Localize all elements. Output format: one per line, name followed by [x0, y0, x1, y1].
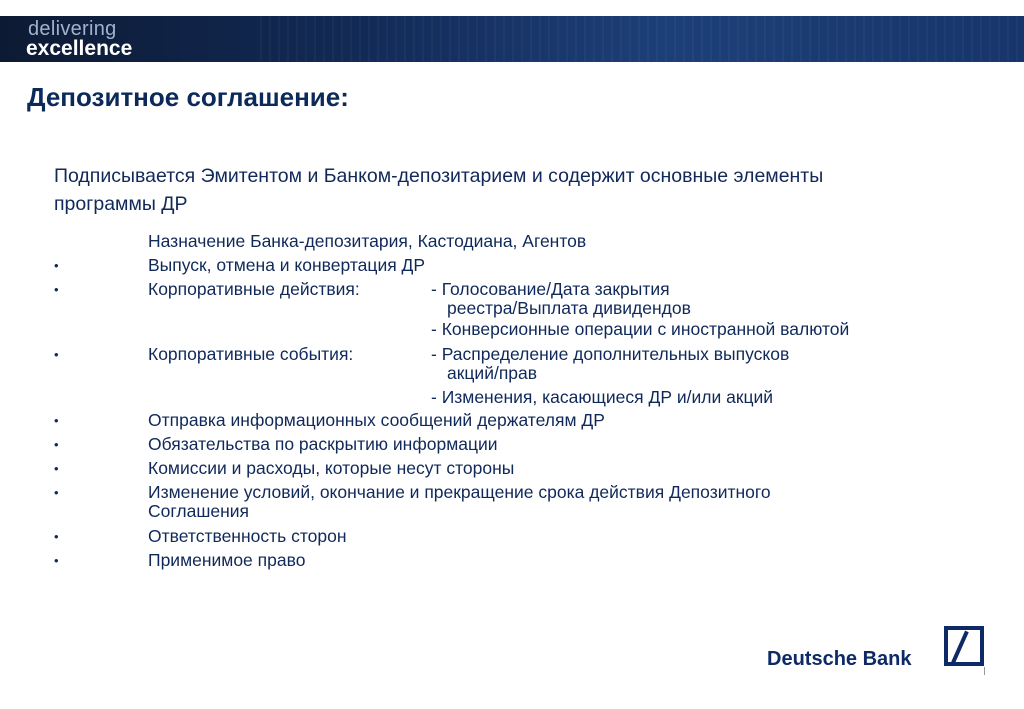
list-item-messages: Отправка информационных сообщений держателям ДР	[148, 410, 605, 430]
bullet-icon: •	[54, 437, 59, 452]
corp-actions-sub1-cont: реестра/Выплата дивидендов	[447, 298, 691, 318]
page-title: Депозитное соглашение:	[27, 82, 349, 112]
corp-events-sub2: - Изменения, касающиеся ДР и/или акций	[431, 387, 774, 407]
bullet-icon: •	[54, 485, 59, 500]
bullet-icon: •	[54, 413, 59, 428]
list-item-fees: Комиссии и расходы, которые несут стороны	[148, 458, 515, 478]
corp-events-sub1: - Распределение дополнительных выпусков	[431, 344, 790, 364]
list-item-corp-events-label: Корпоративные события:	[148, 344, 354, 364]
corp-events-sub1-cont: акций/прав	[447, 363, 538, 383]
deutsche-bank-wordmark: Deutsche Bank	[767, 648, 912, 670]
divider	[984, 667, 985, 675]
list-item-disclosure: Обязательства по раскрытию информации	[148, 434, 498, 454]
bullet-icon: •	[54, 529, 59, 544]
header-banner	[0, 16, 1024, 62]
bullet-icon: •	[54, 282, 59, 297]
banner-tagline-line2: excellence	[26, 37, 133, 60]
banner-tagline-line1: delivering	[28, 18, 117, 40]
list-item-law: Применимое право	[148, 550, 306, 570]
list-item-liability: Ответственность сторон	[148, 526, 347, 546]
intro-paragraph: Подписывается Эмитентом и Банком-депозитарием и содержит основные элементы программы ДР	[54, 165, 824, 215]
bullet-icon: •	[54, 347, 59, 362]
bullet-icon: •	[54, 258, 59, 273]
list-item-corp-actions-label: Корпоративные действия:	[148, 279, 360, 299]
list-item-termination: Изменение условий, окончание и прекращение срока действия Депозитного	[148, 482, 771, 502]
bullet-icon: •	[54, 553, 59, 568]
list-item-appointment: Назначение Банка-депозитария, Кастодиана, Агентов	[148, 231, 587, 251]
bullet-icon: •	[54, 461, 59, 476]
corp-actions-sub1: - Голосование/Дата закрытия	[431, 279, 670, 299]
list-item-termination-cont: Соглашения	[148, 501, 250, 521]
list-item-issue: Выпуск, отмена и конвертация ДР	[148, 255, 426, 275]
corp-actions-sub2: - Конверсионные операции с иностранной валютой	[431, 319, 850, 339]
